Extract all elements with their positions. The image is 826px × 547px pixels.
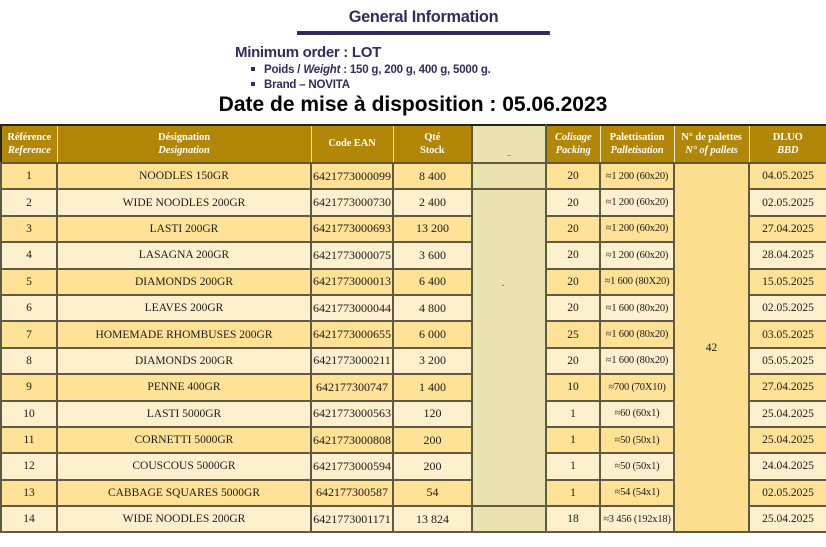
minimum-order-label: Minimum order : LOT	[235, 44, 381, 61]
col-header-pallets: N° de palettes N° of pallets	[674, 125, 749, 163]
cell-reference: 11	[1, 427, 57, 453]
cell-designation: CORNETTI 5000GR	[57, 427, 311, 453]
cell-ean: 6421773000693	[311, 216, 393, 242]
stray-dot: .	[501, 277, 505, 289]
col-header-packing: Colisage Packing	[546, 125, 600, 163]
cell-palletisation: ≈1 200 (60x20)	[600, 163, 674, 189]
cell-reference: 3	[1, 216, 57, 242]
cell-designation: WIDE NOODLES 200GR	[57, 506, 311, 532]
cell-qty: 1 400	[393, 374, 472, 400]
brand-bullet-line	[251, 79, 350, 91]
cell-qty: 6 000	[393, 321, 472, 347]
cell-reference: 6	[1, 295, 57, 321]
cell-qty: 4 800	[393, 295, 472, 321]
cell-palletisation: ≈1 600 (80X20)	[600, 269, 674, 295]
cell-ean: 6421773000013	[311, 269, 393, 295]
product-table	[0, 124, 826, 533]
cell-designation: DIAMONDS 200GR	[57, 269, 311, 295]
weight-label-fr: Poids /	[264, 64, 301, 76]
cell-qty: 13 200	[393, 216, 472, 242]
cell-reference: 1	[1, 163, 57, 189]
cell-packing: 20	[546, 295, 600, 321]
cell-packing: 1	[546, 427, 600, 453]
cell-qty: 54	[393, 480, 472, 506]
cell-reference: 4	[1, 242, 57, 268]
cell-palletisation: ≈700 (70X10)	[600, 374, 674, 400]
cell-packing: 1	[546, 401, 600, 427]
cell-reference: 7	[1, 321, 57, 347]
spacer-dash: -	[507, 149, 511, 161]
cell-bbd: 27.04.2025	[749, 374, 826, 400]
cell-designation: CABBAGE SQUARES 5000GR	[57, 480, 311, 506]
cell-palletisation: ≈50 (50x1)	[600, 453, 674, 479]
cell-palletisation: ≈60 (60x1)	[600, 401, 674, 427]
cell-reference: 13	[1, 480, 57, 506]
spacer-cell	[472, 163, 546, 189]
cell-packing: 20	[546, 348, 600, 374]
cell-bbd: 28.04.2025	[749, 242, 826, 268]
col-header-palletisation: Palettisation Palletisation	[600, 125, 674, 163]
cell-bbd: 24.04.2025	[749, 453, 826, 479]
cell-bbd: 15.05.2025	[749, 269, 826, 295]
cell-qty: 200	[393, 453, 472, 479]
cell-palletisation: ≈54 (54x1)	[600, 480, 674, 506]
bullet-icon	[251, 67, 255, 71]
cell-bbd: 27.04.2025	[749, 216, 826, 242]
cell-reference: 9	[1, 374, 57, 400]
col-header-spacer	[472, 125, 546, 163]
cell-palletisation: ≈1 600 (80x20)	[600, 295, 674, 321]
cell-palletisation: ≈1 600 (80x20)	[600, 321, 674, 347]
cell-palletisation: ≈1 600 (80x20)	[600, 348, 674, 374]
cell-qty: 200	[393, 427, 472, 453]
cell-qty: 13 824	[393, 506, 472, 532]
cell-bbd: 25.04.2025	[749, 427, 826, 453]
cell-pallets-total: 42	[674, 163, 749, 532]
cell-ean: 6421773000099	[311, 163, 393, 189]
cell-palletisation: ≈1 200 (60x20)	[600, 242, 674, 268]
cell-packing: 10	[546, 374, 600, 400]
cell-ean: 642177300747	[311, 374, 393, 400]
cell-bbd: 02.05.2025	[749, 295, 826, 321]
col-header-ean: Code EAN	[311, 125, 393, 163]
cell-reference: 2	[1, 189, 57, 215]
cell-palletisation: ≈50 (50x1)	[600, 427, 674, 453]
weight-values: : 150 g, 200 g, 400 g, 5000 g.	[340, 64, 491, 76]
cell-designation: COUSCOUS 5000GR	[57, 453, 311, 479]
cell-designation: LASAGNA 200GR	[57, 242, 311, 268]
cell-bbd: 02.05.2025	[749, 189, 826, 215]
col-header-designation: Désignation Designation	[57, 125, 311, 163]
cell-ean: 6421773000594	[311, 453, 393, 479]
cell-bbd: 25.04.2025	[749, 401, 826, 427]
cell-reference: 10	[1, 401, 57, 427]
cell-bbd: 02.05.2025	[749, 480, 826, 506]
cell-packing: 18	[546, 506, 600, 532]
cell-packing: 20	[546, 242, 600, 268]
cell-palletisation: ≈3 456 (192x18)	[600, 506, 674, 532]
cell-designation: DIAMONDS 200GR	[57, 348, 311, 374]
cell-ean: 6421773000655	[311, 321, 393, 347]
brand-label: Brand – NOVITA	[264, 79, 350, 91]
spacer-cell-merged	[472, 189, 546, 506]
title-underline	[297, 31, 550, 35]
cell-ean: 6421773000044	[311, 295, 393, 321]
weight-label-en: Weight	[303, 64, 341, 76]
cell-qty: 3 200	[393, 348, 472, 374]
weight-bullet-line	[251, 64, 491, 76]
spacer-cell	[472, 506, 546, 532]
cell-qty: 120	[393, 401, 472, 427]
cell-qty: 3 600	[393, 242, 472, 268]
cell-designation: LASTI 200GR	[57, 216, 311, 242]
cell-packing: 20	[546, 269, 600, 295]
cell-reference: 12	[1, 453, 57, 479]
cell-reference: 14	[1, 506, 57, 532]
col-header-bbd: DLUO BBD	[749, 125, 826, 163]
availability-date: Date de mise à disposition : 05.06.2023	[218, 93, 608, 116]
cell-packing: 1	[546, 453, 600, 479]
cell-packing: 1	[546, 480, 600, 506]
cell-ean: 6421773000563	[311, 401, 393, 427]
cell-designation: LEAVES 200GR	[57, 295, 311, 321]
cell-qty: 8 400	[393, 163, 472, 189]
cell-ean: 6421773000808	[311, 427, 393, 453]
cell-bbd: 25.04.2025	[749, 506, 826, 532]
bullet-icon	[251, 82, 255, 86]
cell-ean: 642177300587	[311, 480, 393, 506]
cell-bbd: 03.05.2025	[749, 321, 826, 347]
col-header-reference: Référence Reference	[1, 125, 57, 163]
cell-bbd: 04.05.2025	[749, 163, 826, 189]
cell-ean: 6421773001171	[311, 506, 393, 532]
cell-designation: WIDE NOODLES 200GR	[57, 189, 311, 215]
cell-packing: 20	[546, 216, 600, 242]
cell-reference: 8	[1, 348, 57, 374]
cell-reference: 5	[1, 269, 57, 295]
cell-designation: NOODLES 150GR	[57, 163, 311, 189]
cell-palletisation: ≈1 200 (60x20)	[600, 189, 674, 215]
cell-packing: 20	[546, 189, 600, 215]
cell-ean: 6421773000730	[311, 189, 393, 215]
cell-qty: 2 400	[393, 189, 472, 215]
page-title: General Information	[348, 7, 499, 26]
cell-packing: 20	[546, 163, 600, 189]
cell-ean: 6421773000211	[311, 348, 393, 374]
cell-ean: 6421773000075	[311, 242, 393, 268]
cell-designation: HOMEMADE RHOMBUSES 200GR	[57, 321, 311, 347]
cell-designation: PENNE 400GR	[57, 374, 311, 400]
col-header-qty-stock: Qté Stock	[393, 125, 472, 163]
table-body	[1, 163, 826, 532]
cell-designation: LASTI 5000GR	[57, 401, 311, 427]
cell-bbd: 05.05.2025	[749, 348, 826, 374]
table-row	[1, 163, 826, 189]
cell-packing: 25	[546, 321, 600, 347]
table-header-row	[1, 125, 826, 163]
cell-qty: 6 400	[393, 269, 472, 295]
cell-palletisation: ≈1 200 (60x20)	[600, 216, 674, 242]
